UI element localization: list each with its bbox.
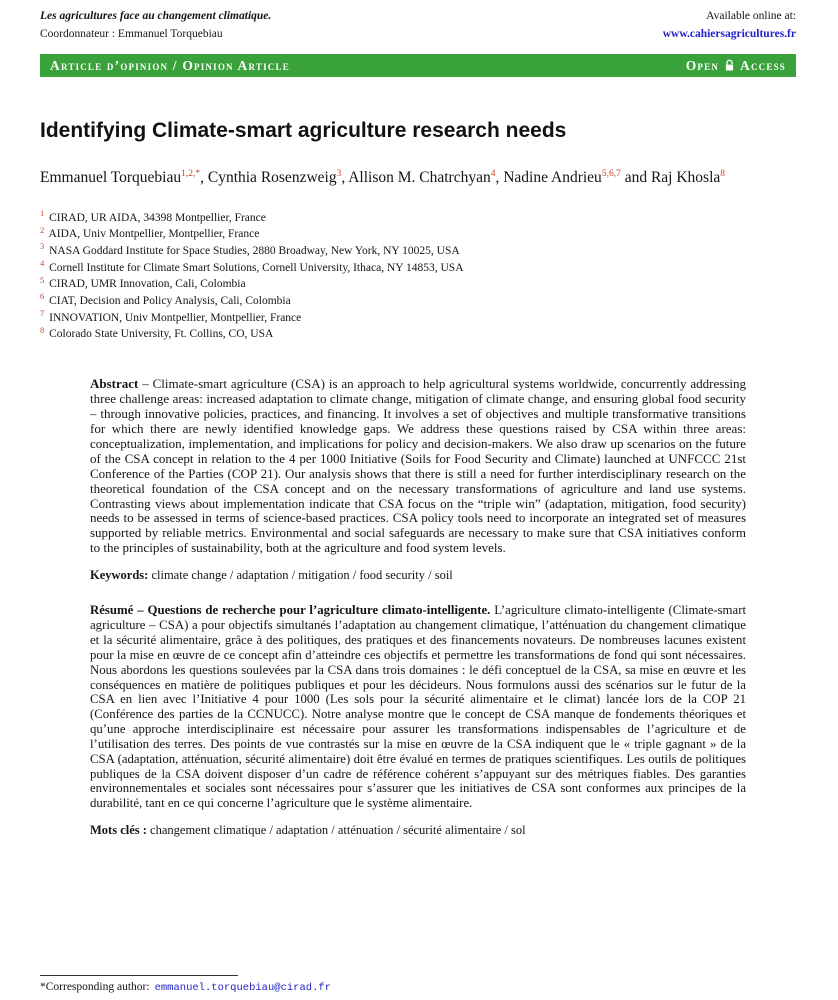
footnote-rule (40, 975, 238, 976)
resume-label: Résumé – Questions de recherche pour l’agriculture climato-intelligente. (90, 603, 491, 618)
resume-text: L’agriculture climato-intelligente (Climate-smart agriculture – CSA) a pour objectifs simultanés l’adaptation au changement climatique, l’atténuation du changement climatique et la sécurité alimentaire, grâce à des politiques, des pratiques et des financements novateurs. De nombreuses lacunes existent pour la mise en œuvre de ce concept afin d’atteindre ces objectifs et permettre les transformations de fond qui sont nécessaires. Nous abordons les questions soulevées par la CSA dans trois domaines : le défi conceptuel de la CSA, sa mise en œuvre et les conséquences en matière de politiques publiques et pour les décideurs. Nous formulons aussi des scénarios sur le futur de la CSA en lien avec l’Initiative 4 pour 1000 (Les sols pour la sécurité alimentaire et le climat) lancée lors de la COP 21 (Conférence des parties de la CCNUCC). Notre analyse montre que le concept de CSA manque de fondements théoriques et qu’une approche interdisciplinaire est nécessaire pour assurer les transformations indispensables de l’agriculture et de l’utilisation des terres. Des points de vue contrastés sur la mise en œuvre de la CSA indiquent que le « triple gagnant » de la CSA (adaptation, atténuation, sécurité alimentaire) doit être évalué en termes de pratiques scientifiques. Les outils de politiques publiques de la CSA doivent disposer d’un cadre de référence cohérent s’appuyant sur des métriques fiables. Des garanties environnementales et sociales sont nécessaires pour s’assurer que les initiatives de CSA sont conformes aux principes de la durabilité, tant en ce qui concerne l’agriculture que le système alimentaire. (90, 603, 747, 811)
author-name: Nadine Andrieu (503, 169, 602, 187)
author-affiliation-sup: 3 (336, 169, 342, 180)
resume-section (90, 603, 746, 811)
open-access-word-open: Open (685, 57, 720, 73)
author-list: Emmanuel Torquebiau$^{1,2,*}$, Cynthia Rosenzweig$^3$, Allison M. Chatrchyan$^4$, Nadine Andrieu$^{5,6,7}$ and Raj Khosla$^8$ (40, 169, 726, 187)
author-affiliation-sup: 4 (490, 169, 496, 180)
abstract-section (90, 377, 746, 556)
affiliation-text: INNOVATION, Univ Montpellier, Montpellier, France (46, 311, 302, 324)
availability-info (663, 8, 796, 42)
affiliation-text: Cornell Institute for Climate Smart Solutions, Cornell University, Ithaca, NY 14853, USA (46, 261, 464, 274)
footnote-text: *Corresponding author: (40, 981, 150, 993)
affiliation-item (40, 257, 796, 277)
affiliation-number: 5 (40, 274, 45, 285)
author-name: Raj Khosla (650, 169, 721, 187)
affiliation-item (40, 307, 796, 327)
affiliation-text: CIRAD, UMR Innovation, Cali, Colombia (46, 278, 246, 291)
mots-cles-text: changement climatique / adaptation / atténuation / sécurité alimentaire / sol (150, 823, 526, 838)
article-type-label: Article d’opinion / Opinion Article (50, 57, 290, 73)
keywords-text: climate change / adaptation / mitigation / food security / soil (151, 568, 453, 583)
corresponding-author-note (40, 975, 331, 994)
corresponding-author-email[interactable]: emmanuel.torquebiau@cirad.fr (154, 982, 331, 994)
journal-website-link[interactable]: www.cahiersagricultures.fr (662, 28, 796, 41)
affiliation-text: CIRAD, UR AIDA, 34398 Montpellier, France (46, 211, 266, 224)
page-header (40, 8, 796, 42)
open-access-word-access: Access (740, 57, 786, 73)
available-online-label: Available online at: (706, 10, 796, 22)
affiliation-text: Colorado State University, Ft. Collins, CO, USA (46, 328, 274, 341)
affiliation-number: 7 (40, 307, 45, 318)
affiliation-number: 1 (40, 207, 45, 218)
author-affiliation-sup: 8 (720, 169, 726, 180)
author-affiliation-sup: 5,6,7 (601, 169, 621, 180)
mots-cles-label: Mots clés : (90, 823, 147, 838)
article-type-banner (40, 54, 796, 77)
affiliation-text: NASA Goddard Institute for Space Studies, 2880 Broadway, New York, NY 10025, USA (46, 245, 460, 257)
affiliation-item (40, 276, 796, 293)
open-access-badge (686, 58, 786, 74)
keywords-line (90, 568, 746, 583)
affiliation-item (40, 243, 796, 260)
article-title: Identifying Climate-smart agriculture research needs (40, 119, 567, 143)
abstract-text: – Climate-smart agriculture (CSA) is an approach to help agricultural systems worldwide, concurrently addressing three challenge areas: increased adaptation to climate change, mitigation of climate change, and ensuring global food security – through innovative policies, practices, and financing. It involves a set of objectives and multiple transformative transitions for which there are newly identified knowledge gaps. We address these questions raised by CSA within three areas: conceptualization, implementation, and implications for policy and decision-makers. We also draw up scenarios on the future of the CSA concept in relation to the 4 per 1000 Initiative (Soils for Food Security and Climate) launched at UNFCCC 21st Conference of the Parties (COP 21). Our analysis shows that there is still a need for further interdisciplinary research on the theoretical foundation of the CSA concept and on the necessary transformations of agriculture and land use systems. Contrasting views about implementation indicate that CSA focus on the “triple win” (adaptation, mitigation, food security) needs to be assessed in terms of science-based practices. CSA policy tools need to incorporate an integrated set of measures supported by reliable metrics. Environmental and social safeguards are necessary to make sure that CSA initiatives conform to the principles of sustainability, both at the agriculture and food system levels. (90, 376, 747, 556)
mots-cles-line (90, 823, 746, 838)
affiliation-number: 3 (40, 241, 45, 252)
abstract-label: Abstract (90, 376, 139, 392)
keywords-label: Keywords: (90, 568, 149, 583)
affiliation-text: AIDA, Univ Montpellier, Montpellier, France (46, 228, 260, 241)
affiliation-item (40, 226, 796, 243)
affiliation-number: 4 (40, 257, 45, 268)
affiliation-number: 8 (40, 324, 45, 335)
author-affiliation-sup: 1,2,* (181, 169, 201, 180)
author-name: Cynthia Rosenzweig (207, 169, 337, 187)
affiliation-item (40, 207, 796, 227)
author-name: Allison M. Chatrchyan (348, 169, 491, 187)
affiliation-item (40, 326, 796, 343)
author-name: Emmanuel Torquebiau (40, 169, 182, 187)
series-title: Les agricultures face au changement climatique. (40, 10, 272, 22)
affiliation-number: 6 (40, 291, 45, 302)
affiliation-item (40, 293, 796, 310)
affiliation-list (40, 207, 796, 343)
affiliation-number: 2 (40, 224, 45, 235)
coordinator-line: Coordonnateur : Emmanuel Torquebiau (40, 28, 223, 41)
affiliation-text: CIAT, Decision and Policy Analysis, Cali, Colombia (46, 295, 291, 308)
open-lock-icon (724, 59, 735, 72)
series-info (40, 8, 271, 42)
